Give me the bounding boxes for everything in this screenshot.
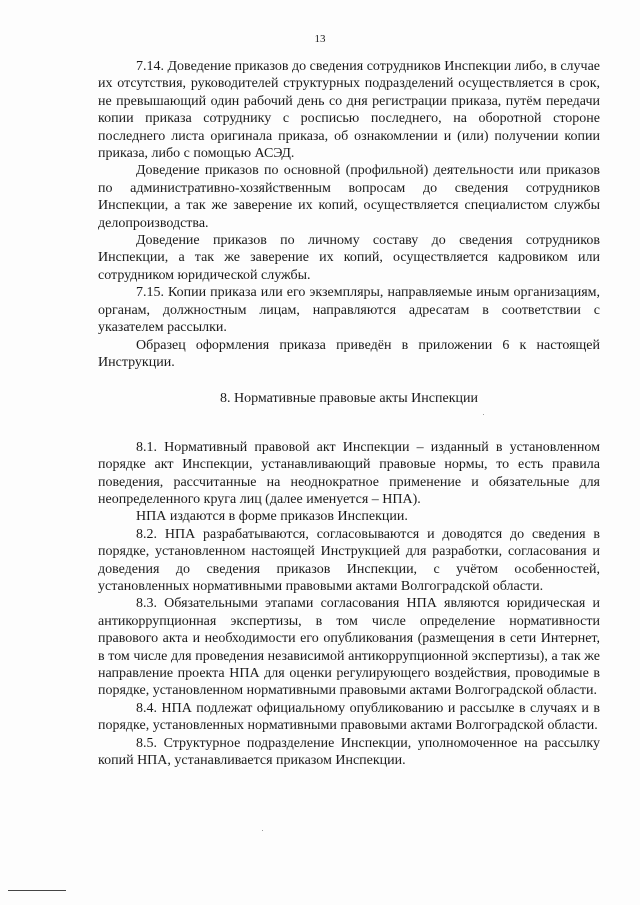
paragraph-8-4: 8.4. НПА подлежат официальному опубликованию и рассылке в случаях и в порядке, установленных нормативными правовыми актами Волгоградской области. bbox=[98, 700, 600, 734]
page-number: 13 bbox=[314, 33, 326, 45]
paragraph-7-14: 7.14. Доведение приказов до сведения сотрудников Инспекции либо, в случае их отсутствия, руководителей структурных подразделений осуществляется в срок, не превышающий один рабочий день со дня регистрации приказа, путём передачи копии приказа сотруднику с росписью последнего, на оборотной стороне последнего листа оригинала приказа, об ознакомлении и (или) получении копии приказа, либо с помощью АСЭД. bbox=[98, 59, 600, 162]
paragraph-8-1-form: НПА издаются в форме приказов Инспекции. bbox=[136, 509, 408, 525]
paragraph-main-activity-orders: Доведение приказов по основной (профильной) деятельности или приказов по административно-хозяйственным вопросам до сведения сотрудников Инспекции, а так же заверение их копий, осуществляется специалистом службы делопроизводства. bbox=[98, 163, 600, 231]
scan-speck bbox=[483, 414, 484, 415]
paragraph-sample-reference: Образец оформления приказа приведён в приложении 6 к настоящей Инструкции. bbox=[98, 337, 600, 370]
paragraph-8-5: 8.5. Структурное подразделение Инспекции, уполномоченное на рассылку копий НПА, устанавливается приказом Инспекции. bbox=[98, 735, 600, 769]
footnote-rule bbox=[8, 890, 66, 891]
paragraph-7-15: 7.15. Копии приказа или его экземпляры, направляемые иным организациям, органам, должностным лицам, направляются адресатам в соответствии с указателем рассылки. bbox=[98, 285, 600, 336]
paragraph-8-1: 8.1. Нормативный правовой акт Инспекции – изданный в установленном порядке акт Инспекции, устанавливающий правовые нормы, то есть правила поведения, рассчитанные на неоднократное применение и обязательные для неопределенного круга лиц (далее именуется – НПА). bbox=[98, 439, 600, 507]
paragraph-personnel-orders: Доведение приказов по личному составу до сведения сотрудников Инспекции, а так же заверение их копий, осуществляется кадровиком или сотрудником юридической службы. bbox=[98, 233, 600, 283]
section-heading: 8. Нормативные правовые акты Инспекции bbox=[220, 391, 478, 407]
scan-speck bbox=[262, 830, 263, 831]
document-body bbox=[98, 58, 600, 769]
paragraph-8-3: 8.3. Обязательными этапами согласования НПА являются юридическая и антикоррупционная экспертизы, в том числе определение нормативности правового акта и необходимости его опубликования (размещения в сети Интернет, в том числе для проведения независимой антикоррупционной экспертизы), а так же направление проекта НПА для оценки регулирующего воздействия, проводимые в порядке, установленном нормативными правовыми актами Волгоградской области. bbox=[98, 596, 600, 699]
paragraph-8-2: 8.2. НПА разрабатываются, согласовываются и доводятся до сведения в порядке, установленном настоящей Инструкцией для разработки, согласования и доведения до сведения приказов Инспекции, с учётом особенностей, установленных нормативными правовыми актами Волгоградской области. bbox=[98, 526, 600, 594]
